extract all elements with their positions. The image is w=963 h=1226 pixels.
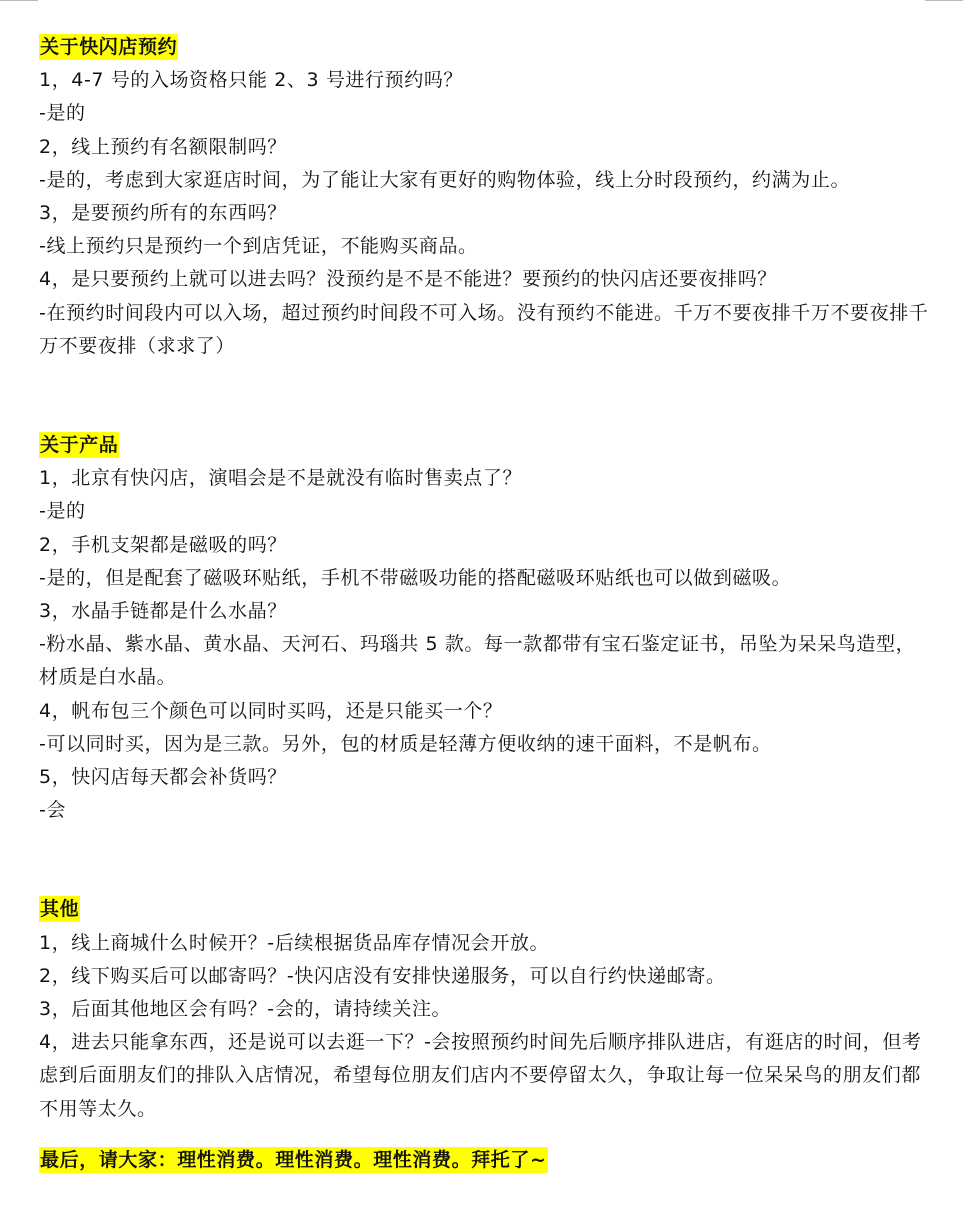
heading-text: 关于产品: [40, 434, 119, 457]
faq-question: 4，是只要预约上就可以进去吗？没预约是不是不能进？要预约的快闪店还要夜排吗？: [39, 268, 777, 291]
section-spacer: [39, 363, 929, 429]
faq-question: 2，手机支架都是磁吸的吗？: [39, 533, 287, 556]
faq-question: 4，帆布包三个颜色可以同时买吗，还是只能买一个？: [39, 699, 503, 722]
faq-item: 3，后面其他地区会有吗？-会的，请持续关注。: [39, 998, 452, 1021]
faq-question: 3，水晶手链都是什么水晶？: [39, 600, 287, 623]
faq-question: 5，快闪店每天都会补货吗？: [39, 766, 287, 789]
faq-item: 4，进去只能拿东西，还是说可以去逛一下？-会按照预约时间先后顺序排队进店，有逛店的时间，但考虑到后面朋友们的排队入店情况，希望每位朋友们店内不要停留太久，争取让每一位呆呆鸟的朋友们都不用等太久。: [39, 1031, 922, 1120]
heading-text: 其他: [40, 898, 80, 921]
closing-note: [39, 1144, 929, 1177]
faq-question: 1，4-7 号的入场资格只能 2、3 号进行预约吗？: [39, 69, 464, 92]
faq-answer: -是的: [39, 102, 86, 125]
faq-question: 2，线上预约有名额限制吗？: [39, 135, 287, 158]
section-heading-products: [39, 429, 929, 462]
section-spacer: [39, 827, 929, 893]
faq-question: 1，北京有快闪店，演唱会是不是就没有临时售卖点了？: [39, 467, 523, 490]
document-body: [39, 31, 929, 1177]
faq-answer: -在预约时间段内可以入场，超过预约时间段不可入场。没有预约不能进。千万不要夜排千万不要夜排千万不要夜排（求求了）: [39, 301, 929, 357]
faq-answer: -可以同时买，因为是三款。另外，包的材质是轻薄方便收纳的速干面料，不是帆布。: [39, 732, 772, 755]
page-corner-mark-right: [925, 0, 963, 1]
section-spacer: [39, 1126, 929, 1144]
faq-item: 2，线下购买后可以邮寄吗？-快闪店没有安排快递服务，可以自行约快递邮寄。: [39, 964, 726, 987]
faq-answer: -是的: [39, 500, 86, 523]
faq-answer: -是的，考虑到大家逛店时间，为了能让大家有更好的购物体验，线上分时段预约，约满为止。: [39, 168, 851, 191]
page-corner-mark-left: [0, 0, 38, 1]
heading-text: 关于快闪店预约: [40, 36, 178, 58]
faq-answer: -会: [39, 799, 67, 822]
faq-question: 3，是要预约所有的东西吗？: [39, 202, 287, 225]
section-heading-reservation: [39, 31, 929, 64]
faq-answer: -粉水晶、紫水晶、黄水晶、天河石、玛瑙共 5 款。每一款都带有宝石鉴定证书，吊坠为呆呆鸟造型，材质是白水晶。: [39, 633, 916, 689]
faq-answer: -线上预约只是预约一个到店凭证，不能购买商品。: [39, 235, 478, 258]
closing-text: 最后，请大家：理性消费。理性消费。理性消费。拜托了~: [40, 1148, 547, 1171]
faq-answer: -是的，但是配套了磁吸环贴纸，手机不带磁吸功能的搭配磁吸环贴纸也可以做到磁吸。: [39, 566, 792, 589]
faq-item: 1，线上商城什么时候开？-后续根据货品库存情况会开放。: [39, 931, 550, 954]
section-heading-other: [39, 893, 929, 926]
